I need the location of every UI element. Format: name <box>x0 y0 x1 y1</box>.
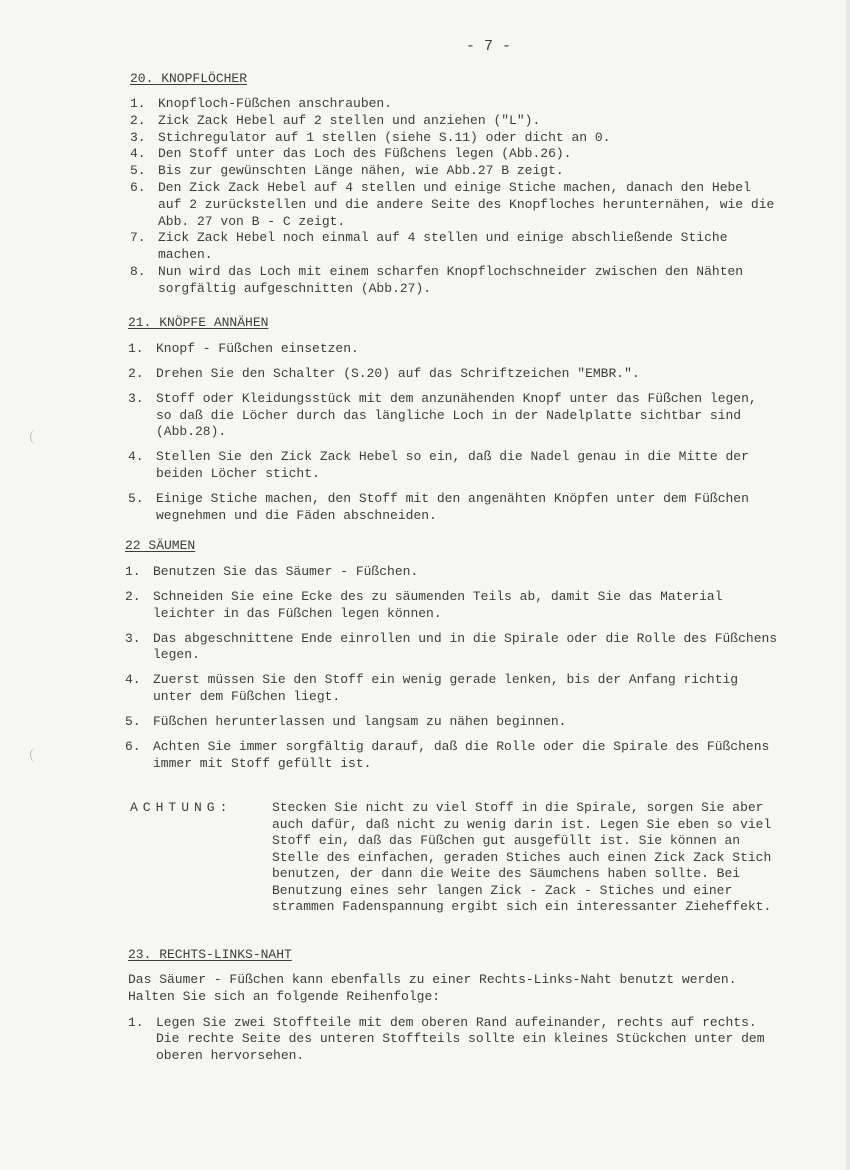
item-number: 2. <box>125 589 141 605</box>
item-text: Schneiden Sie eine Ecke des zu säumenden Teils ab, damit Sie das Material leichter in das Füßchen legen können. <box>153 589 723 621</box>
punch-mark <box>30 430 41 444</box>
item-text: Bis zur gewünschten Länge nähen, wie Abb.27 B zeigt. <box>158 163 564 179</box>
punch-mark <box>30 748 41 762</box>
list-item <box>128 1015 780 1065</box>
note-text: Stecken Sie nicht zu viel Stoff in die Spirale, sorgen Sie aber auch dafür, daß nicht zu wenig darin ist. Legen Sie eben so viel Stoff ein, daß das Füßchen gut ausgefüllt ist. Sie können an Stelle des einfachen, geraden Stiches auch einen Zick Zack Stich benutzen, der dann die Weite des Säumchens haben sollte. Bei Benutzung eines sehr langen Zick - Zack - Stiches und einer strammen Fadenspannung ergibt sich ein interessanter Zieheffekt. <box>272 800 772 914</box>
section-rechts-links-naht <box>128 946 780 1065</box>
item-text: Das abgeschnittene Ende einrollen und in die Spirale oder die Rolle des Füßchens legen. <box>153 630 778 663</box>
item-number: 1. <box>128 1014 144 1030</box>
item-text: Zick Zack Hebel auf 2 stellen und anziehen ("L"). <box>158 112 541 128</box>
item-number: 2. <box>130 112 146 128</box>
list-item <box>128 449 780 482</box>
item-text: Stellen Sie den Zick Zack Hebel so ein, daß die Nadel genau in die Mitte der beiden Löcher sticht. <box>156 449 749 482</box>
item-text: Stichregulator auf 1 stellen (siehe S.11) oder dicht an 0. <box>158 129 611 145</box>
section-intro: Das Säumer - Füßchen kann ebenfalls zu einer Rechts-Links-Naht benutzt werden. Halten Sie sich an folgende Reihenfolge: <box>128 972 737 1004</box>
list-item <box>125 739 780 772</box>
item-number: 3. <box>125 630 141 646</box>
item-text: Den Stoff unter das Loch des Füßchens legen (Abb.26). <box>158 146 572 162</box>
item-text: Zick Zack Hebel noch einmal auf 4 stellen und einige abschließende Stiche machen. <box>158 230 728 263</box>
list-item <box>130 130 780 147</box>
item-number: 6. <box>125 739 141 755</box>
section-heading: 22 SÄUMEN <box>125 538 196 553</box>
section-heading: 23. RECHTS-LINKS-NAHT <box>128 947 292 962</box>
item-text: Knopf - Füßchen einsetzen. <box>156 341 359 356</box>
list-item <box>128 391 780 441</box>
list-item <box>130 96 780 113</box>
item-text: Füßchen herunterlassen und langsam zu nähen beginnen. <box>153 714 567 730</box>
item-text: Den Zick Zack Hebel auf 4 stellen und einige Stiche machen, danach den Hebel auf 2 zurückstellen und die andere Seite des Knopfloches herunternähen, wie die Abb. 27 von B - C zeigt. <box>158 179 775 229</box>
item-text: Einige Stiche machen, den Stoff mit den angenähten Knöpfen unter dem Füßchen wegnehmen und die Fäden abschneiden. <box>156 491 749 523</box>
item-number: 5. <box>128 491 144 507</box>
list-item <box>130 163 780 180</box>
page-number: - 7 - <box>466 38 512 55</box>
item-text: Nun wird das Loch mit einem scharfen Knopflochschneider zwischen den Nähten sorgfältig aufgeschnitten (Abb.27). <box>158 263 744 296</box>
list-item <box>125 631 780 664</box>
section-knopfloecher <box>130 70 780 298</box>
item-number: 5. <box>125 714 141 730</box>
item-number: 2. <box>128 366 144 382</box>
item-number: 4. <box>125 672 141 688</box>
item-text: Achten Sie immer sorgfältig darauf, daß die Rolle oder die Spirale des Füßchens immer mit Stoff gefüllt ist. <box>153 739 770 771</box>
item-text: Drehen Sie den Schalter (S.20) auf das Schriftzeichen "EMBR.". <box>156 366 640 382</box>
section-heading: 20. KNOPFLÖCHER <box>130 71 248 86</box>
page-edge-shadow <box>846 0 850 1170</box>
item-number: 3. <box>128 391 144 407</box>
list-item <box>128 491 780 524</box>
section-saeumen <box>125 537 780 781</box>
item-number: 1. <box>125 564 141 579</box>
section-knoepfe-annaehen <box>128 314 780 533</box>
list-item <box>125 714 780 731</box>
list-item <box>128 341 780 358</box>
item-number: 1. <box>128 341 144 356</box>
list-item <box>130 113 780 130</box>
item-text: Benutzen Sie das Säumer - Füßchen. <box>153 564 419 579</box>
item-text: Legen Sie zwei Stoffteile mit dem oberen Rand aufeinander, rechts auf rechts. Die rechte Seite des unteren Stoffteils sollte ein kleines Stückchen unter dem oberen hervorsehen. <box>156 1014 765 1064</box>
item-number: 4. <box>130 146 146 162</box>
item-number: 8. <box>130 263 146 279</box>
list-item <box>130 146 780 163</box>
item-text: Zuerst müssen Sie den Stoff ein wenig gerade lenken, bis der Anfang richtig unter dem Füßchen liegt. <box>153 672 739 705</box>
item-number: 3. <box>130 129 146 145</box>
list-item <box>130 180 780 230</box>
list-item <box>125 589 780 622</box>
list-item <box>128 366 780 383</box>
list-item <box>130 230 780 264</box>
list-item <box>125 564 780 581</box>
item-number: 4. <box>128 449 144 465</box>
list-item <box>130 264 780 298</box>
item-text: Stoff oder Kleidungsstück mit dem anzunähenden Knopf unter das Füßchen legen, so daß die Löcher durch das längliche Loch in der Nadelplatte sichtbar sind (Abb.28). <box>156 391 757 440</box>
item-text: Knopfloch-Füßchen anschrauben. <box>158 96 393 111</box>
note-label: ACHTUNG: <box>130 800 233 815</box>
item-number: 6. <box>130 179 146 195</box>
section-heading: 21. KNÖPFE ANNÄHEN <box>128 315 269 330</box>
item-number: 1. <box>130 96 146 111</box>
list-item <box>125 672 780 705</box>
item-number: 5. <box>130 163 146 179</box>
item-number: 7. <box>130 230 146 246</box>
